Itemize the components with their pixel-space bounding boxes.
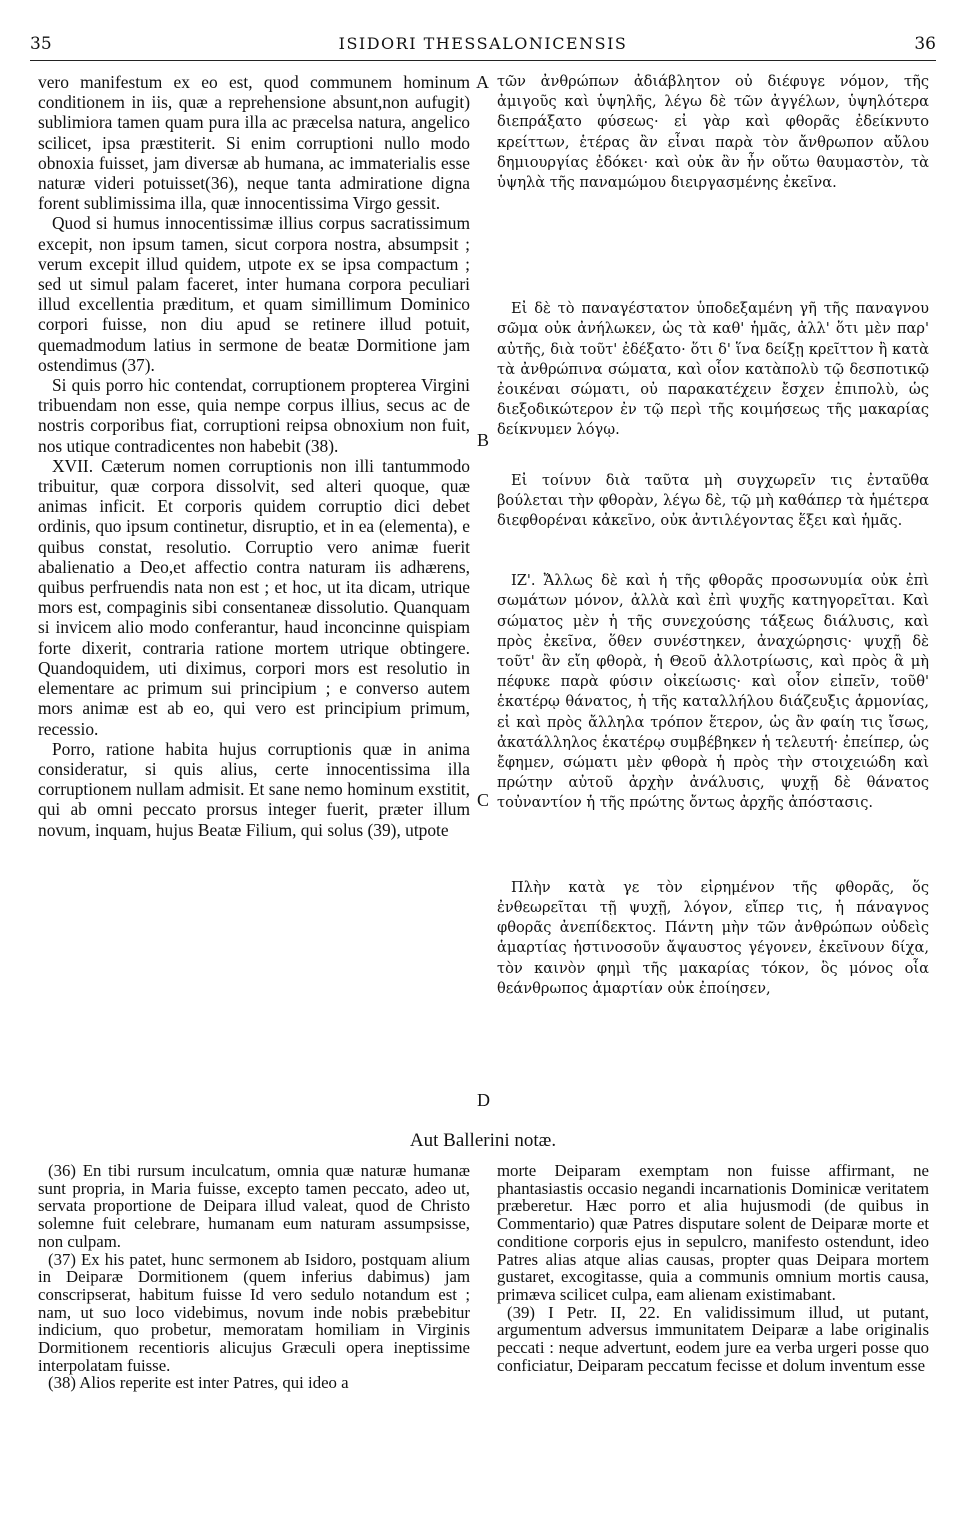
greek-paragraph: Εἰ δὲ τὸ παναγέστατον ὑποδεξαμένη γῆ τῆς παναγνου σῶμα οὐκ ἀνήλωκεν, ὡς τὰ καθ' ἡμᾶς, ἀλλ' ὅτι μὲν παρ' αὐτῆς, διὰ τοῦτ' ἐδέξατο· ὅτι δ' ἵνα δείξῃ κρεῖττον ἢ κατὰ τὰ ἀνθρώπινα σώματα, καὶ οἷον κατὰπολὺ τῷ δεσποτικῷ ἐοικέναι σώματι, οὐ παρακατέχειν ἔσχεν ἐπιπολὺ, ὡς διεξοδικώτερον ἐν τῷ περὶ τῆς κοιμήσεως τῆς μακαρίας δείκνυμεν λόγῳ.	[497, 300, 929, 439]
greek-paragraph: Εἰ τοίνυν διὰ ταῦτα μὴ συγχωρεῖν τις ἐνταῦθα βούλεται τὴν φθορὰν, λέγω δὲ, τῷ μὴ καθάπερ τὰ ἡμέτερα διεφθορέναι κἀκεῖνο, οὐκ ἀντιλέγοντας ἕξει καὶ ἡμᾶς.	[497, 471, 929, 530]
greek-column	[497, 72, 929, 999]
notes-right-column	[497, 1162, 929, 1374]
greek-paragraph: Πλὴν κατὰ γε τὸν εἰρημένον τῆς φθορᾶς, ὅς ἐνθεωρεῖται τῇ ψυχῇ, λόγον, εἴπερ τις, ἡ πάναγνος φθορᾶς ἀνεπίδεκτος. Πάντη μὴν τῶν ἀνθρώπων οὐδεὶς ἁμαρτίας ἡστινοσοῦν ἄψαυστος γέγονεν, ἐκεῖνουν δίχα, τὸν καινὸν φημὶ τῆς μακαρίας τόκον, ὃς μόνος οἷα θεάνθρωπος ἁμαρτίαν οὐκ ἐποίησεν,	[497, 878, 929, 997]
latin-paragraph: Porro, ratione habita hujus corruptionis quæ in anima consideratur, si quis alius, certe innocentissima illa corruptionem nullam admisit. Et sane nemo hominum exstitit, qui ab omni peccato prorsus integer fuerit, præter illum novum, inquam, hujus Beatæ Filium, qui solus (39), utpote	[38, 738, 470, 840]
footnote: (38) Alios reperite est inter Patres, qui ideo a	[48, 1373, 349, 1393]
page-number-right: 36	[914, 34, 936, 54]
page-number-left: 35	[30, 34, 52, 54]
footnote: (37) Ex his patet, hunc sermonem ab Isidoro, postquam alium in Deiparæ Dormitionem (quem inferius dabimus) jam conscripserat, habitum fuisse Id vero sedulo notandum est ; nam, ut suo loco videbimus, novum inde nobis præbebitur indicium, quo probetur, memoratam homiliam in Virginis Dormitionem recentioris alicujus Græculi opera ineptissime interpolatam fuisse.	[38, 1249, 470, 1375]
header-rule	[30, 60, 936, 61]
section-marker-c: C	[477, 790, 490, 810]
footnote: (39) I Petr. II, 22. En validissimum illud, ut putant, argumentum adversus immunitatem Deiparæ a labe originalis peccati : neque advertunt, eodem jure ea verba urgeri posse quo conficiatur, Deiparam peccatum fecisse et dolum inventum esse	[497, 1302, 929, 1375]
latin-paragraph: vero manifestum ex eo est, quod communem hominum conditionem in iis, quæ a reprehensione absunt,non aufugit) sublimiora tamen quam pura illa ac præcelsa natura, angelico scilicet, ipsa præstiterit. Si enim corruptioni nullo modo obnoxia fuisset, jam diversæ ab humana, ac immaterialis esse naturæ videri potuisset(36), neque tanta admiratione digna forent sublimissima illa, quæ innocentissima Virgo gessit.	[38, 72, 470, 214]
section-marker-a: A	[476, 72, 489, 92]
section-marker-d: D	[477, 1090, 490, 1110]
section-marker-b: B	[477, 430, 490, 450]
latin-paragraph: XVII. Cæterum nomen corruptionis non illi tantummodo tribuitur, quæ corpora dissolvit, sed alteri quoque, quæ animas inficit. Et corporis quidem corruptio dici debet ordinis, quo ipsum continetur, disruptio, et in ea (elementa), e quibus constat, resolutio. Corruptio vero animæ fuerit abalienatio a Deo,et affectio contra naturam iis adhærens, quibus perfruendis nata non est ; et hoc, ut ita dicam, utrique mors est, compaginis sibi consentaneæ dissolutio. Quanquam si invicem alio modo conferantur, haud inconcinne quispiam forte dixerit, contraria ratione mortem utrique obtingere. Quandoquidem, uti diximus, corpori mors est resolutio in elementare ac primum sui principium ; e converso autem mors animæ est ab eo, qui vero est principium primum, recessio.	[38, 455, 470, 739]
greek-paragraph: ΙΖ'. Ἄλλως δὲ καὶ ἡ τῆς φθορᾶς προσωνυμία οὐκ ἐπὶ σωμάτων μόνον, ἀλλὰ καὶ ἐπὶ ψυχῆς κατηγορεῖται. Καὶ σώματος μὲν ἡ τῆς συνεχούσης τάξεως διάλυσις, καὶ πρὸς ἐκεῖνα, ὅθεν συνέστηκεν, ἀναχώρησις· ψυχῇ δὲ τοῦτ' ἂν εἴη φθορὰ, ἡ Θεοῦ ἀλλοτρίωσις, καὶ πρὸς ἃ μὴ πέφυκε παρὰ φύσιν οἰκείωσις· καὶ οἷον εἰπεῖν, τοῦθ' ἑκατέρῳ θάνατος, ἡ τῆς καταλλήλου διάζευξις ἁρμονίας, εἰ καὶ πρὸς ἄλληλα τρόπον ἕτερον, ὡς ἂν φαίη τις ἴσως, ἀκατάλληλος ἑκατέρῳ συμβέβηκεν ἡ τελευτή· ἐπείπερ, ὡς ἔφημεν, σώματι μὲν φθορὰ ἡ πρὸς τὴν στοιχειώδη καὶ πρώτην αὐτοῦ ἀρχὴν ἀνάλυσις, ψυχῇ δὲ θάνατος τοὐναντίον ἡ τῆς πρώτης ὄντως ἀρχῆς ἀπόστασις.	[497, 572, 929, 812]
footnote: morte Deiparam exemptam non fuisse affirmant, ne phantasiastis occasio negandi incarnationis Dominicæ veritatem præberetur. Hæc porro et alia hujusmodi (de quibus in Commentario) quæ Patres disputare solent de Deiparæ morte et conditione corporis ejus in sepulcro, manifesto ostendunt, ideo Patres alias atque alias causas, propter quas Deipara mortem gustaret, excogitasse, quia a communis omnium mortis causa, primæva scilicet culpa, eam alienam existimabant.	[497, 1161, 929, 1304]
latin-column	[38, 72, 470, 840]
running-title: ISIDORI THESSALONICENSIS	[338, 34, 628, 53]
latin-paragraph: Quod si humus innocentissimæ illius corpus sacratissimum excepit, non ipsum tamen, sicut corpora nostra, absumpsit ; verum excepit illud quidem, utpote ex se ipsa compactum ; sed ut simul palam faceret, inter humana corpora peculiari illud excellentia præditum, et quam simillimum Dominico corpori fuisse, non diu apud se retinere illud potuit, quemadmodum latius in sermone de beatæ Dormitione jam ostendimus (37).	[38, 213, 470, 375]
footnote: (36) En tibi rursum inculcatum, omnia quæ naturæ humanæ sunt propria, in Maria fuisse, excepto tamen peccato, adeo ut, servata proportione de Deipara illud valeat, quod de Christo solemne fuit celebrare, humanam eum naturam assumpsisse, non culpam.	[38, 1161, 470, 1251]
greek-paragraph: τῶν ἀνθρώπων ἀδιάβλητον οὐ διέφυγε νόμον, τῆς ἀμιγοῦς καὶ ὑψηλῆς, λέγω δὲ τῶν ἀγγέλων, ὑψηλότερα διεπράξατο φύσεως· εἰ γὰρ καὶ φθορᾶς ἐδείκνυτο κρείττων, ἑτέρας ἂν εἶναι παρὰ τὸν ἄνθρωπον αὔλου δημιουργίας ἐδόκει· καὶ οὐκ ἂν ἦν οὕτω θαυμαστὸν, τὰ ὑψηλὰ τῆς παναμώμου διειργασμένης ἐκεῖνα.	[497, 73, 929, 192]
running-header	[30, 34, 936, 60]
notes-left-column	[38, 1162, 470, 1392]
latin-paragraph: Si quis porro hic contendat, corruptionem propterea Virgini tribuendam non esse, quia nempe corpus illius, secus ac de nostris corporibus fiat, corruptioni reipsa obnoxium non fuit, nos utique contradicentes non habebit (38).	[38, 375, 470, 456]
notes-title: Aut Ballerini notæ.	[409, 1130, 557, 1151]
